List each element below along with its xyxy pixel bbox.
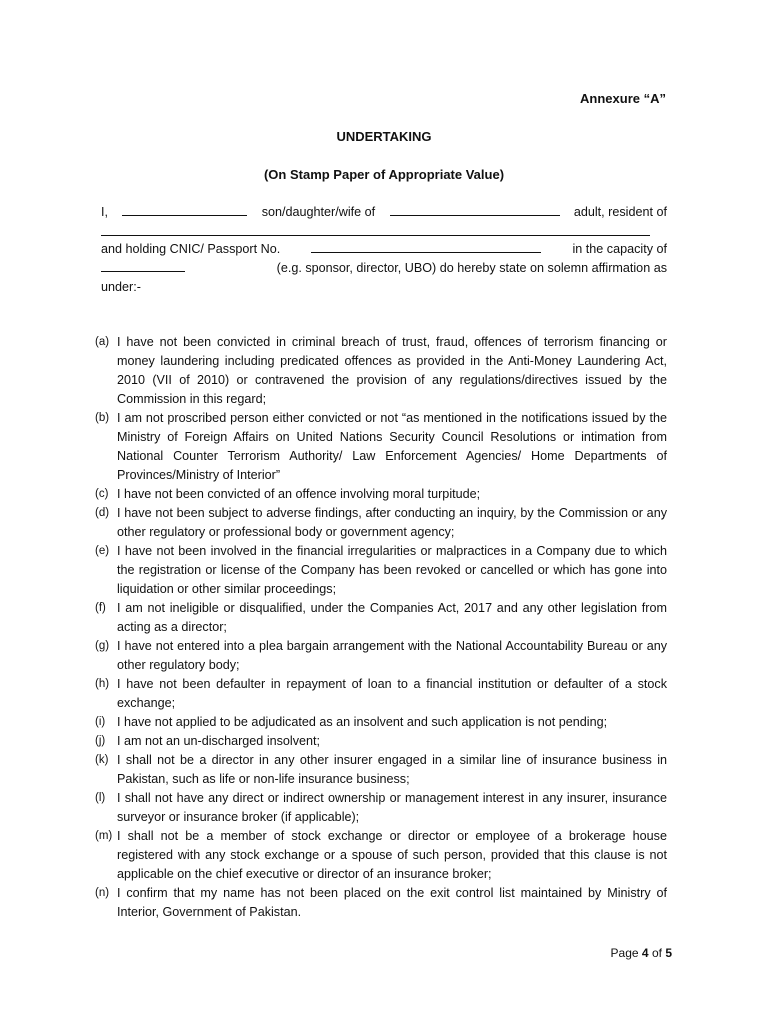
list-item-text: I am not proscribed person either convicted or not “as mentioned in the notifications issued by the Ministry of Foreign Affairs on United Nations Security Council Resolutions or intimation from National Counter Terrorism Authority/ Law Enforcement Agencies/ Home Departments of Provinces/Ministry of Interior”	[117, 411, 667, 482]
list-item-text: I have not been involved in the financial irregularities or malpractices in a Company due to which the registration or license of the Company has been revoked or cancelled or which has gone into liquidation or other similar proceedings;	[117, 544, 667, 596]
list-item-text: I shall not be a director in any other insurer engaged in a similar line of insurance business in Pakistan, such as life or non-life insurance business;	[117, 753, 667, 786]
list-item-a	[95, 333, 667, 409]
list-item-text: I have not been defaulter in repayment of loan to a financial institution or defaulter of a stock exchange;	[117, 677, 667, 710]
list-marker: (n)	[95, 887, 110, 899]
list-item-m	[95, 827, 667, 884]
list-item-d	[95, 504, 667, 542]
list-item-text: I am not ineligible or disqualified, under the Companies Act, 2017 and any other legislation from acting as a director;	[117, 601, 667, 634]
list-marker: (l)	[95, 792, 106, 804]
list-marker: (g)	[95, 640, 110, 652]
list-item-text: I shall not have any direct or indirect ownership or management interest in any insurer, insurance surveyor or insurance broker (if applicable);	[117, 791, 667, 824]
list-marker: (h)	[95, 678, 110, 690]
annexure-label: Annexure “A”	[580, 91, 666, 106]
residence-label: adult, resident of	[573, 205, 667, 219]
list-marker: (j)	[95, 735, 106, 747]
list-item-k	[95, 751, 667, 789]
intro-pronoun: I,	[101, 205, 108, 219]
cnic-label: and holding CNIC/ Passport No.	[101, 242, 281, 256]
intro-line-3	[101, 240, 667, 259]
address-blank	[101, 235, 650, 236]
undertaking-list	[95, 333, 667, 922]
page-total: 5	[665, 946, 672, 960]
name-blank	[122, 203, 247, 216]
list-item-g	[95, 637, 667, 675]
page-current: 4	[641, 946, 649, 960]
capacity-label: in the capacity of	[572, 242, 667, 256]
list-item-text: I shall not be a member of stock exchange or director or employee of a brokerage house registered with any stock exchange or a spouse of such person, provided that this clause is not applicable on the chief executive or director of an insurance broker;	[117, 829, 667, 881]
page-number	[611, 946, 672, 960]
list-item-text: I confirm that my name has not been placed on the exit control list maintained by Ministry of Interior, Government of Pakistan.	[117, 886, 667, 919]
list-marker: (a)	[95, 336, 110, 348]
list-item-h	[95, 675, 667, 713]
list-item-n	[95, 884, 667, 922]
list-item-c	[95, 485, 667, 504]
capacity-blank	[101, 259, 185, 272]
list-marker: (d)	[95, 507, 110, 519]
cnic-blank	[311, 240, 541, 253]
document-subtitle: (On Stamp Paper of Appropriate Value)	[263, 167, 505, 182]
affirmation-text: (e.g. sponsor, director, UBO) do hereby state on solemn affirmation as	[276, 261, 667, 275]
relation-label: son/daughter/wife of	[261, 205, 376, 219]
list-marker: (i)	[95, 716, 106, 728]
list-item-text: I have not been convicted of an offence involving moral turpitude;	[117, 487, 481, 501]
list-item-text: I have not applied to be adjudicated as an insolvent and such application is not pending;	[117, 715, 608, 729]
list-item-e	[95, 542, 667, 599]
list-marker: (e)	[95, 545, 110, 557]
relative-name-blank	[390, 203, 560, 216]
of-word: of	[651, 946, 662, 960]
list-item-text: I am not an un-discharged insolvent;	[117, 734, 321, 748]
list-marker: (c)	[95, 488, 109, 500]
list-item-j	[95, 732, 667, 751]
list-marker: (f)	[95, 602, 106, 614]
list-item-i	[95, 713, 667, 732]
list-item-text: I have not been convicted in criminal breach of trust, fraud, offences of terrorism financing or money laundering including predicated offences as provided in the Anti-Money Laundering Act, 2010 (VII of 2010) or contravened the provision of any regulations/directives issued by the Commission in this regard;	[117, 335, 667, 406]
intro-line-4	[101, 259, 667, 278]
list-marker: (k)	[95, 754, 109, 766]
list-item-b	[95, 409, 667, 485]
page-word: Page	[610, 946, 639, 960]
intro-line-5: under:-	[101, 280, 141, 294]
list-item-f	[95, 599, 667, 637]
document-title: UNDERTAKING	[336, 129, 432, 144]
list-item-text: I have not been subject to adverse findings, after conducting an inquiry, by the Commission or any other regulatory or professional body or government agency;	[117, 506, 667, 539]
list-item-l	[95, 789, 667, 827]
list-marker: (b)	[95, 412, 110, 424]
list-marker: (m)	[95, 830, 113, 842]
list-item-text: I have not entered into a plea bargain arrangement with the National Accountability Bureau or any other regulatory body;	[117, 639, 667, 672]
intro-line-1	[101, 203, 667, 222]
